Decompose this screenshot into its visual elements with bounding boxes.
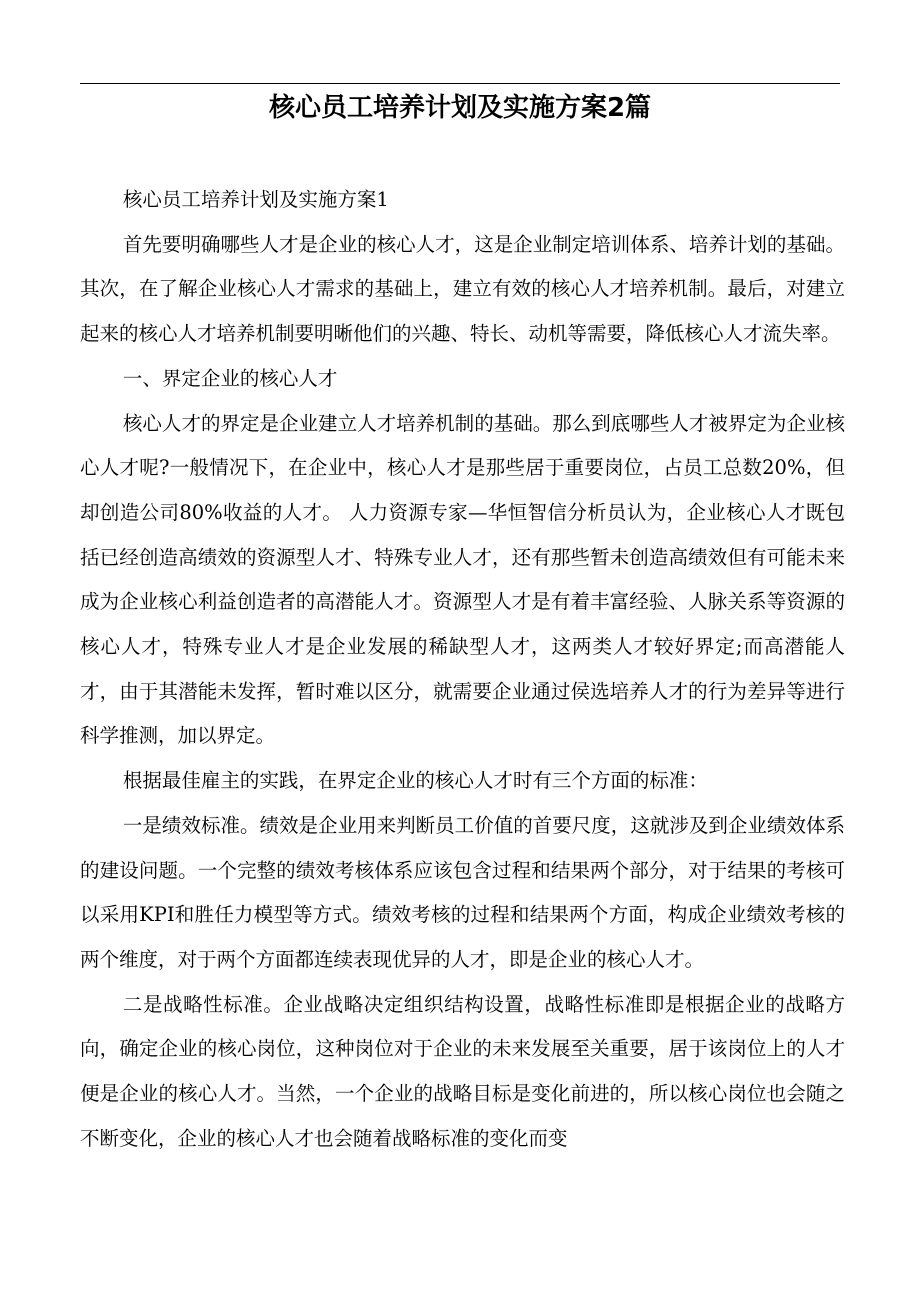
paragraph: 根据最佳雇主的实践，在界定企业的核心人才时有三个方面的标准： <box>122 769 708 793</box>
paragraph: 二是战略性标准。企业战略决定组织结构设置，战略性标准即是根据企业的战略方向，确定企业的核心岗位，这种岗位对于企业的未来发展至关重要，居于该岗位上的人才便是企业的核心人才。当然，一个企业的战略目标是变化前进的，所以核心岗位也会随之不断变化，企业的核心人才也会随着战略标准的变化而变 <box>80 992 845 1150</box>
paragraph: 一是绩效标准。绩效是企业用来判断员工价值的首要尺度，这就涉及到企业绩效体系的建设问题。一个完整的绩效考核体系应该包含过程和结果两个部分，对于结果的考核可以采用KPI和胜任力模型等方式。绩效考核的过程和结果两个方面，构成企业绩效考核的两个维度，对于两个方面都连续表现优异的人才，即是企业的核心人才。 <box>80 813 845 971</box>
section-heading: 核心员工培养计划及实施方案1 <box>122 188 389 211</box>
subsection-heading: 一、界定企业的核心人才 <box>122 366 338 390</box>
header-rule <box>80 83 840 84</box>
paragraph: 核心人才的界定是企业建立人才培养机制的基础。那么到底哪些人才被界定为企业核心人才呢?一般情况下，在企业中，核心人才是那些居于重要岗位，占员工总数20%，但却创造公司80%收益的人才。 人力资源专家—华恒智信分析员认为，企业核心人才既包括已经创造高绩效的资源型人才、特殊专业人才，还有那些暂未创造高绩效但有可能未来成为企业核心利益创造者的高潜能人才。资源型人才是有着丰富经验、人脉关系等资源的核心人才，特殊专业人才是企业发展的稀缺型人才，这两类人才较好界定;而高潜能人才，由于其潜能未发挥，暂时难以区分，就需要企业通过侯选培养人才的行为差异等进行科学推测，加以界定。 <box>80 411 845 748</box>
paragraph: 首先要明确哪些人才是企业的核心人才，这是企业制定培训体系、培养计划的基础。其次，在了解企业核心人才需求的基础上，建立有效的核心人才培养机制。最后，对建立起来的核心人才培养机制要明晰他们的兴趣、特长、动机等需要，降低核心人才流失率。 <box>80 232 845 346</box>
document-body <box>80 178 845 1161</box>
document-title: 核心员工培养计划及实施方案2篇 <box>268 93 652 123</box>
